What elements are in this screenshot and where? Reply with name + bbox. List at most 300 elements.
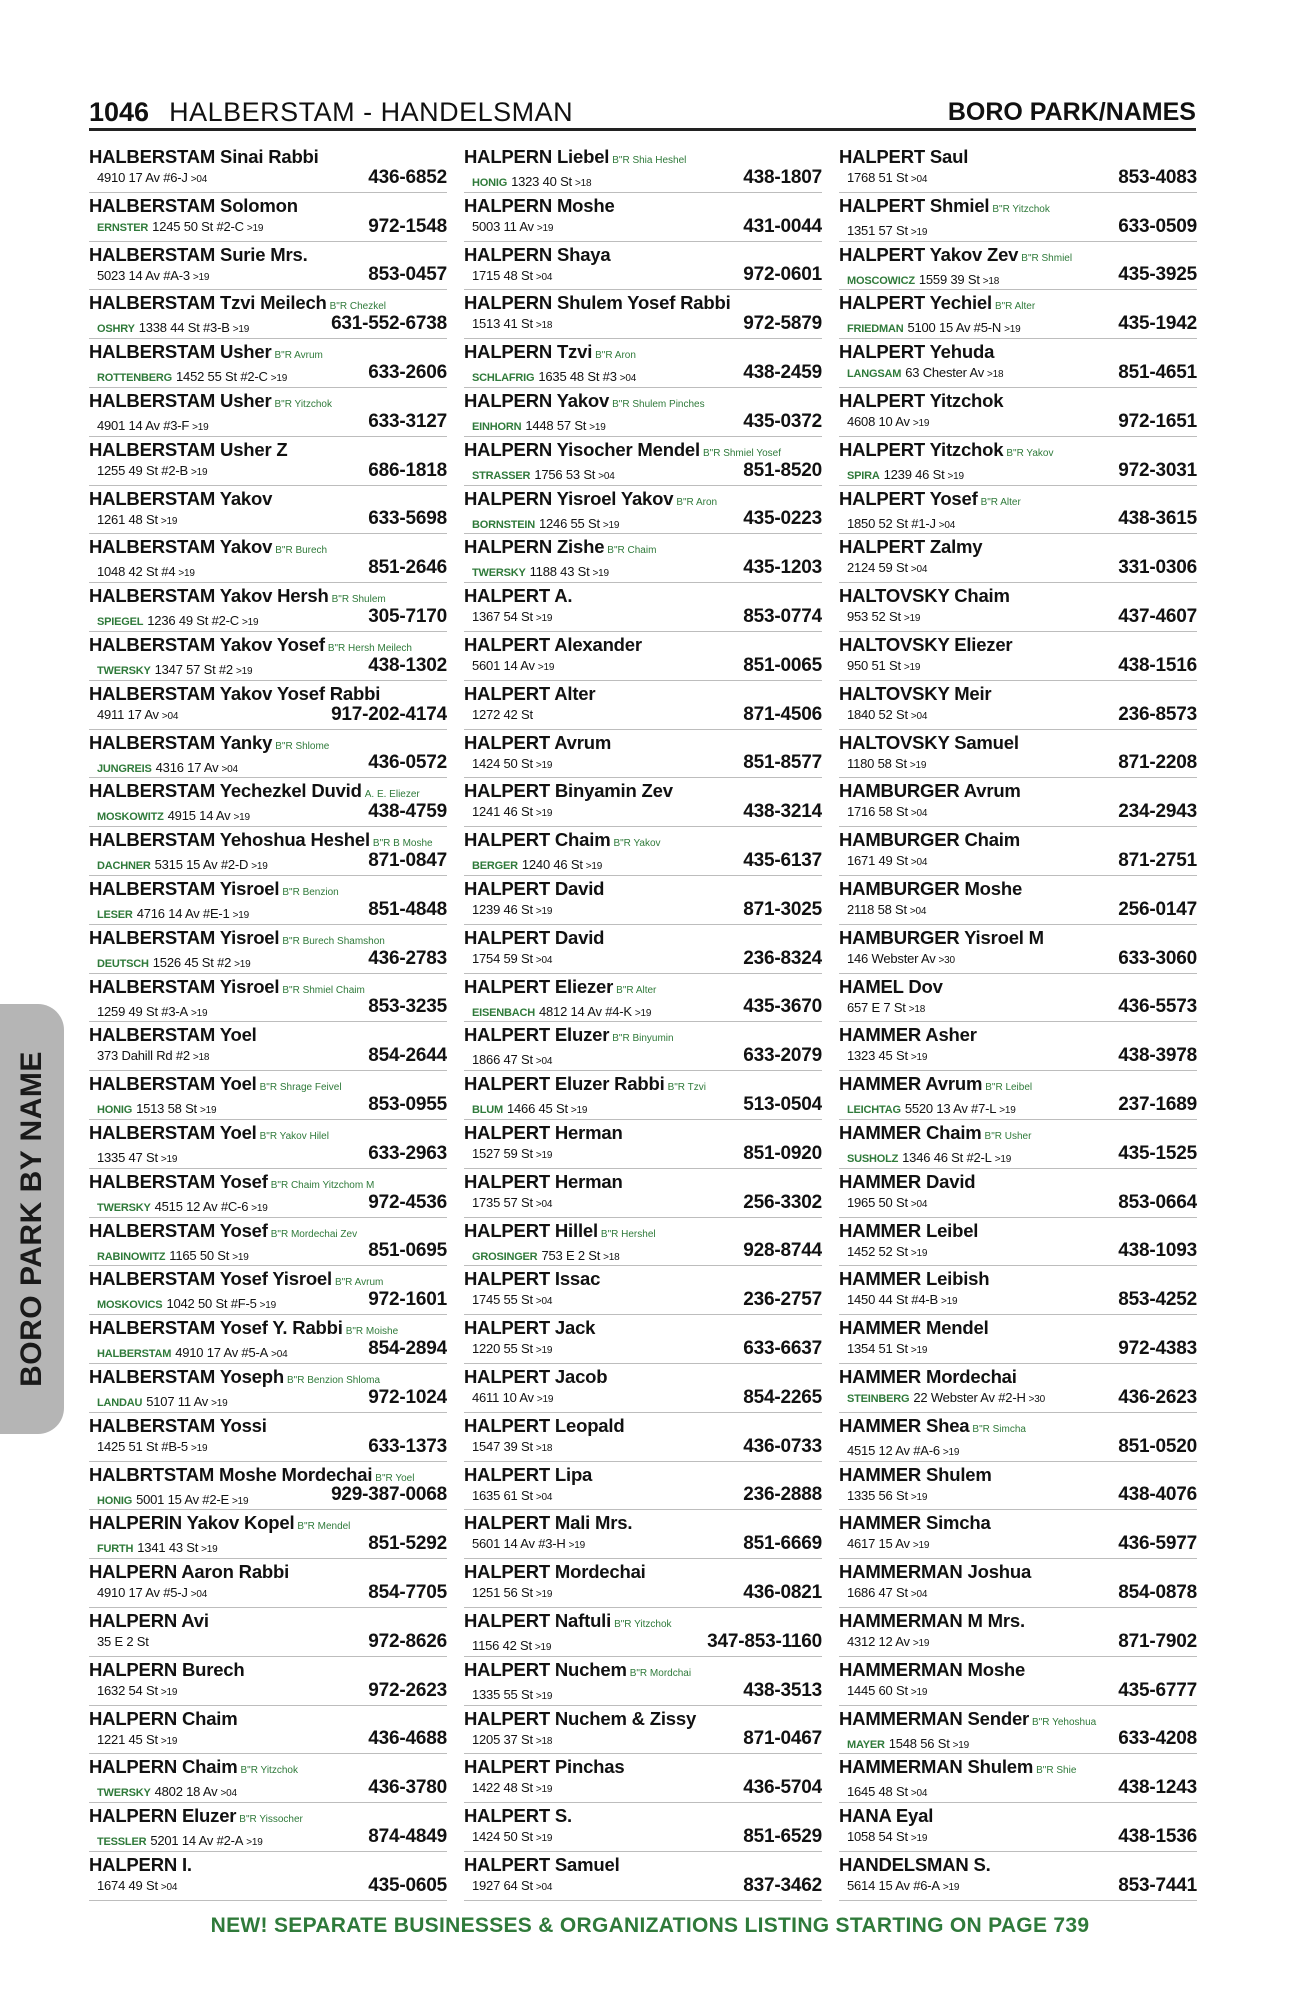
entry-name-line (89, 1852, 447, 1876)
listing-entry (89, 876, 447, 925)
entry-name-line (464, 1315, 822, 1339)
entry-phone: 236-8573 (1118, 703, 1197, 725)
entry-note: B"R Alter (994, 301, 1036, 313)
entry-note: B"R Yitzchok (240, 1765, 298, 1777)
listing-entry (839, 974, 1197, 1023)
listing-entry (839, 1510, 1197, 1559)
entry-name: HALPERT Avrum (464, 731, 612, 753)
entry-address: 35 E 2 St (97, 1633, 149, 1649)
entry-name: HANDELSMAN S. (839, 1853, 991, 1875)
listing-entry (839, 827, 1197, 876)
entry-name-line (464, 1413, 822, 1437)
entry-name: HALBERSTAM Yisroel (89, 975, 280, 997)
entry-address: 1754 59 St (472, 950, 533, 966)
entry-name: HALPERN Shaya (464, 243, 611, 265)
entry-phone: 347-853-1160 (707, 1630, 822, 1652)
listing-entry (464, 1218, 822, 1267)
entry-maiden-name: TESSLER (97, 1836, 147, 1849)
entry-address: 4312 12 Av (847, 1633, 910, 1649)
listing-entry (464, 632, 822, 681)
entry-note: B"R Yehoshua (1032, 1716, 1097, 1728)
listing-entry (839, 1754, 1197, 1803)
entry-address: 1452 55 St #2-C (176, 369, 268, 385)
entry-name-line (464, 1462, 822, 1486)
listing-column-3 (839, 144, 1197, 1901)
entry-name-line (839, 681, 1197, 705)
entry-name: HALPERT Yosef (839, 487, 978, 509)
entry-phone: 435-1203 (743, 557, 822, 579)
entry-name: HALPERT Zalmy (839, 536, 983, 558)
entry-zip-code: >19 (235, 665, 253, 677)
entry-name-line (89, 1022, 447, 1046)
entry-phone: 851-0520 (1118, 1435, 1197, 1457)
entry-maiden-name: MOSKOVICS (97, 1299, 163, 1312)
entry-name: HALBERSTAM Solomon (89, 194, 298, 216)
entry-name-line (839, 1559, 1197, 1583)
entry-phone: 437-4607 (1118, 605, 1197, 627)
entry-zip-code: >19 (535, 1784, 553, 1796)
listing-entry (89, 1218, 447, 1267)
name-range: HALBERSTAM - HANDELSMAN (169, 97, 574, 127)
listing-entry (839, 1803, 1197, 1852)
entry-name: HALPERT A. (464, 585, 573, 607)
listing-entry (464, 437, 822, 486)
entry-phone: 851-8520 (743, 459, 822, 481)
page-number: 1046 (89, 97, 150, 127)
entry-name: HALPERT Yechiel (839, 292, 992, 314)
entry-note: B"R Mordchai (629, 1667, 692, 1679)
entry-name: HALPERN Zishe (464, 536, 605, 558)
entry-phone: 633-3060 (1118, 947, 1197, 969)
entry-zip-code: >19 (942, 1881, 960, 1893)
entry-name: HAMMER Asher (839, 1024, 977, 1046)
entry-name: HAMMER Shea (839, 1414, 970, 1436)
listing-entry (839, 437, 1197, 486)
entry-note: B"R Shmiel (1021, 252, 1073, 264)
entry-phone: 431-0044 (743, 215, 822, 237)
entry-name-line (464, 1706, 822, 1730)
entry-name: HALBERSTAM Usher (89, 341, 272, 363)
listing-entry (464, 1413, 822, 1462)
listing-entry (464, 1657, 822, 1706)
entry-zip-code: >19 (190, 1442, 208, 1454)
entry-phone: 853-0955 (368, 1093, 447, 1115)
entry-address: 2124 59 St (847, 560, 908, 576)
entry-address: 1756 53 St (534, 466, 596, 482)
entry-maiden-name: EISENBACH (472, 1006, 535, 1019)
entry-phone: 513-0504 (743, 1093, 822, 1115)
entry-name-line (464, 242, 822, 266)
entry-phone: 435-0372 (743, 410, 822, 432)
entry-name-line (464, 1266, 822, 1290)
entry-name-line (89, 242, 447, 266)
entry-name: HALBERSTAM Yoel (89, 1073, 257, 1095)
entry-phone: 633-3127 (368, 410, 447, 432)
entry-zip-code: >19 (232, 909, 249, 921)
listing-entry (464, 778, 822, 827)
entry-note: B"R Leibel (985, 1082, 1033, 1094)
entry-address: 5614 15 Av #6-A (847, 1877, 940, 1893)
entry-phone: 436-5573 (1118, 996, 1197, 1018)
listing-entry (464, 1071, 822, 1120)
entry-phone: 438-1536 (1118, 1825, 1197, 1847)
entry-zip-code: >19 (232, 324, 250, 336)
entry-address: 5100 15 Av #5-N (907, 320, 1002, 336)
entry-name: HALBERSTAM Yossi (89, 1414, 267, 1436)
entry-address: 1346 46 St #2-L (902, 1149, 992, 1165)
entry-note: B"R Yissocher (239, 1814, 303, 1826)
listing-entry (464, 1315, 822, 1364)
entry-zip-code: >04 (938, 519, 956, 531)
entry-address: 1768 51 St (847, 170, 908, 185)
entry-zip-code: >19 (910, 226, 928, 238)
entry-name: HALBERSTAM Yoel (89, 1024, 257, 1046)
entry-name: HALBERSTAM Surie Mrs. (89, 243, 308, 265)
listing-entry (89, 1608, 447, 1657)
entry-maiden-name: SPIRA (847, 469, 880, 482)
entry-maiden-name: TWERSKY (472, 567, 526, 580)
entry-name-line (839, 534, 1197, 558)
entry-address: 1452 52 St (847, 1243, 908, 1259)
entry-name: HALPERT Pinchas (464, 1756, 625, 1778)
entry-address: 1335 55 St (472, 1686, 533, 1702)
entry-zip-code: >04 (160, 1881, 178, 1893)
entry-address: 5520 13 Av #7-L (904, 1101, 997, 1117)
entry-name-line (464, 1510, 822, 1534)
entry-address: 146 Webster Av (847, 950, 936, 966)
listing-entry (89, 1462, 447, 1511)
entry-phone: 436-0733 (743, 1435, 822, 1457)
entry-address: 1323 45 St (847, 1048, 908, 1064)
entry-name-line (89, 486, 447, 510)
entry-address: 5315 15 Av #2-D (154, 857, 249, 873)
listing-entry (464, 534, 822, 583)
listing-entry (839, 1364, 1197, 1413)
listing-entry (89, 242, 447, 291)
entry-address: 1236 49 St #2-C (147, 613, 239, 629)
entry-address: 1042 50 St #F-5 (166, 1296, 257, 1312)
entry-name: HALPERT Eliezer (464, 975, 614, 997)
entry-address: 1425 51 St #B-5 (97, 1438, 188, 1454)
entry-zip-code: >18 (603, 1251, 620, 1263)
listing-entry (464, 144, 822, 193)
entry-zip-code: >04 (535, 1296, 553, 1308)
entry-phone: 305-7170 (368, 605, 447, 627)
listing-entry (89, 144, 447, 193)
entry-maiden-name: HONIG (97, 1104, 133, 1117)
entry-address: 1341 43 St (137, 1540, 199, 1556)
section-title: BORO PARK/NAMES (947, 98, 1196, 126)
listing-entry (839, 144, 1197, 193)
listing-entry (839, 730, 1197, 779)
entry-address: 1686 47 St (847, 1585, 908, 1601)
entry-phone: 435-1942 (1118, 313, 1197, 335)
listing-entry (464, 1462, 822, 1511)
entry-zip-code: >30 (1028, 1393, 1046, 1405)
entry-note: B"R Shmiel Yosef (702, 447, 782, 459)
entry-maiden-name: RABINOWITZ (97, 1250, 166, 1263)
entry-phone: 633-6637 (743, 1337, 822, 1359)
entry-address: 1850 52 St #1-J (847, 515, 936, 531)
entry-zip-code: >19 (535, 759, 553, 771)
entry-note: B"R Shmiel Chaim (282, 984, 365, 996)
entry-address: 22 Webster Av #2-H (913, 1389, 1026, 1405)
entry-zip-code: >19 (910, 1247, 928, 1259)
listing-entry (839, 1022, 1197, 1071)
entry-address: 1513 58 St (136, 1101, 197, 1117)
entry-name: HAMMER Leibel (839, 1219, 979, 1241)
listing-entry (89, 632, 447, 681)
entry-address: 4611 10 Av (472, 1389, 534, 1405)
entry-note: B"R Avrum (334, 1277, 384, 1289)
entry-address: 950 51 St (847, 657, 901, 673)
entry-phone: 436-2623 (1118, 1386, 1197, 1408)
entry-address: 4910 17 Av #6-J (97, 170, 188, 185)
entry-zip-code: >19 (910, 1491, 928, 1503)
entry-maiden-name: EINHORN (472, 420, 522, 433)
entry-zip-code: >19 (233, 812, 250, 824)
entry-phone: 435-6777 (1118, 1679, 1197, 1701)
entry-zip-code: >30 (938, 954, 955, 966)
listing-entry (89, 1120, 447, 1169)
entry-note: A. E. Eliezer (364, 789, 420, 801)
entry-address: 4910 17 Av #5-J (97, 1585, 188, 1601)
entry-maiden-name: LANGSAM (847, 368, 902, 381)
entry-zip-code: >19 (634, 1007, 652, 1019)
entry-address: 373 Dahill Rd #2 (97, 1048, 190, 1064)
entry-phone: 436-2783 (368, 947, 447, 969)
entry-address: 657 E 7 St (847, 999, 906, 1015)
entry-phone: 256-3302 (743, 1191, 822, 1213)
entry-note: B"R Tzvi (667, 1082, 706, 1094)
entry-address: 1548 56 St (888, 1735, 950, 1751)
entry-name-line (464, 1169, 822, 1193)
entry-maiden-name: HONIG (472, 177, 508, 189)
listing-entry (464, 876, 822, 925)
entry-phone: 236-2888 (743, 1484, 822, 1506)
entry-address: 1424 50 St (472, 1829, 533, 1845)
entry-zip-code: >19 (241, 617, 259, 629)
entry-phone: 236-2757 (743, 1289, 822, 1311)
entry-address: 1354 51 St (847, 1341, 908, 1357)
entry-maiden-name: TWERSKY (97, 1201, 151, 1214)
entry-name: HALPERT Samuel (464, 1853, 620, 1875)
entry-phone: 851-6669 (743, 1533, 822, 1555)
entry-phone: 853-3235 (368, 996, 447, 1018)
entry-maiden-name: ERNSTER (97, 221, 149, 234)
entry-zip-code: >19 (231, 1495, 249, 1507)
entry-phone: 854-2894 (368, 1337, 447, 1359)
entry-name-line (839, 1169, 1197, 1193)
entry-phone: 928-8744 (743, 1240, 822, 1262)
entry-note: B"R Yitzchok (614, 1618, 672, 1630)
entry-phone: 435-0223 (743, 508, 822, 530)
entry-maiden-name: HONIG (97, 1494, 133, 1507)
entry-address: 1245 50 St #2-C (152, 218, 244, 234)
listing-entry (89, 486, 447, 535)
entry-zip-code: >18 (535, 1442, 553, 1454)
entry-phone: 851-4651 (1118, 361, 1197, 383)
entry-name-line (89, 193, 447, 217)
entry-address: 1048 42 St #4 (97, 564, 176, 580)
listing-entry (89, 925, 447, 974)
entry-note: B"R Chezkel (329, 301, 386, 313)
entry-name-line (839, 778, 1197, 802)
listing-entry (464, 1120, 822, 1169)
entry-phone: 871-2208 (1118, 752, 1197, 774)
entry-name: HALPERT David (464, 926, 605, 948)
entry-phone: 436-0572 (368, 752, 447, 774)
listing-entry (89, 290, 447, 339)
listing-entry (839, 339, 1197, 388)
entry-name: HALPERT Jack (464, 1317, 596, 1339)
entry-name-line (839, 1657, 1197, 1681)
entry-zip-code: >19 (910, 1052, 928, 1064)
entry-note: B"R Burech Shamshon (282, 935, 385, 947)
entry-name: HALPERN Moshe (464, 194, 615, 216)
entry-address: 1445 60 St (847, 1682, 908, 1698)
entry-name-line (839, 1315, 1197, 1339)
entry-phone: 851-5292 (368, 1533, 447, 1555)
entry-name: HAMMER Mordechai (839, 1365, 1017, 1387)
listing-entry (89, 534, 447, 583)
entry-name: HALPERT Herman (464, 1170, 623, 1192)
entry-address: 1241 46 St (472, 804, 533, 820)
entry-address: 4716 14 Av #E-1 (136, 905, 230, 921)
entry-address: 4910 17 Av #5-A (175, 1345, 269, 1361)
entry-note: B"R Shulem (331, 594, 386, 606)
entry-name: HALPERN Yisocher Mendel (464, 438, 700, 460)
entry-zip-code: >19 (160, 1735, 178, 1747)
entry-phone: 633-4208 (1118, 1728, 1197, 1750)
listing-entry (839, 1657, 1197, 1706)
entry-name: HAMMER Chaim (839, 1121, 982, 1143)
entry-note: B"R B Moshe (372, 838, 433, 850)
entry-address: 1261 48 St (97, 511, 158, 527)
entry-name: HALPERN Chaim (89, 1756, 238, 1778)
listing-entry (464, 1754, 822, 1803)
entry-zip-code: >19 (942, 1446, 960, 1458)
entry-name: HALBERSTAM Yosef (89, 1219, 268, 1241)
entry-address: 5001 15 Av #2-E (136, 1491, 229, 1507)
entry-address: 1239 46 St (883, 466, 945, 482)
entry-zip-code: >04 (535, 1056, 553, 1068)
entry-name: HALPERT Naftuli (464, 1609, 612, 1631)
entry-address: 1422 48 St (472, 1780, 533, 1796)
listing-entry (464, 583, 822, 632)
entry-name-line (839, 144, 1197, 168)
entry-name: HALTOVSKY Meir (839, 682, 992, 704)
entry-zip-code: >19 (535, 613, 553, 625)
entry-note: B"R Shulem Pinches (612, 398, 705, 410)
entry-name-line (839, 583, 1197, 607)
entry-zip-code: >19 (251, 1202, 268, 1214)
entry-note: B"R Benzion Shloma (286, 1374, 381, 1386)
entry-phone: 853-0457 (368, 264, 447, 286)
entry-zip-code: >19 (912, 1637, 930, 1649)
entry-zip-code: >04 (535, 1491, 553, 1503)
entry-name: HALBERSTAM Usher (89, 389, 272, 411)
listing-entry (839, 193, 1197, 242)
entry-zip-code: >04 (910, 1788, 928, 1800)
entry-note: B"R Usher (984, 1130, 1032, 1142)
entry-name: HALPERT Nuchem & Zissy (464, 1707, 697, 1729)
entry-phone: 851-4848 (368, 898, 447, 920)
entry-phone: 435-1525 (1118, 1142, 1197, 1164)
entry-name: HAMBURGER Chaim (839, 829, 1020, 851)
entry-name-line (839, 632, 1197, 656)
entry-address: 1866 47 St (472, 1052, 533, 1068)
entry-phone: 972-2623 (368, 1679, 447, 1701)
entry-phone: 438-1516 (1118, 654, 1197, 676)
listing-entry (839, 486, 1197, 535)
listing-entry (464, 1706, 822, 1755)
entry-name: HAMBURGER Moshe (839, 877, 1023, 899)
entry-name: HALBERSTAM Yakov (89, 536, 273, 558)
listing-entry (464, 1852, 822, 1901)
entry-note: B"R Simcha (972, 1423, 1026, 1435)
listing-entry (839, 1706, 1197, 1755)
entry-name-line (89, 681, 447, 705)
entry-phone: 438-3214 (743, 801, 822, 823)
entry-phone: 436-3780 (368, 1777, 447, 1799)
entry-phone: 972-3031 (1118, 459, 1197, 481)
listing-entry (464, 290, 822, 339)
entry-address: 4901 14 Av #3-F (97, 417, 190, 433)
entry-name: HALBRTSTAM Moshe Mordechai (89, 1463, 373, 1485)
entry-name-line (464, 925, 822, 949)
entry-name: HALBERSTAM Yakov (89, 487, 273, 509)
listing-entry (464, 1169, 822, 1218)
entry-name: HALPERT Mordechai (464, 1561, 646, 1583)
listing-entry (839, 388, 1197, 437)
entry-maiden-name: JUNGREIS (97, 762, 152, 775)
listing-column-2 (464, 144, 822, 1901)
entry-phone: 631-552-6738 (331, 313, 447, 335)
entry-note: B"R Mordechai Zev (270, 1228, 358, 1240)
entry-name: HALPERT Alexander (464, 633, 642, 655)
entry-address: 63 Chester Av (905, 365, 985, 381)
entry-zip-code: >04 (619, 373, 637, 385)
entry-name: HAMMER Shulem (839, 1463, 992, 1485)
entry-zip-code: >19 (192, 271, 210, 283)
entry-address: 1448 57 St (525, 417, 587, 433)
listing-entry (839, 632, 1197, 681)
entry-phone: 854-2265 (743, 1386, 822, 1408)
entry-phone: 633-2079 (743, 1045, 822, 1067)
listing-entry (89, 681, 447, 730)
entry-address: 5601 14 Av (472, 657, 535, 673)
entry-name: HAMBURGER Yisroel M (839, 926, 1044, 948)
entry-maiden-name: DACHNER (97, 860, 151, 873)
side-tab-label: BORO PARK BY NAME (15, 1051, 48, 1387)
listing-entry (89, 1413, 447, 1462)
entry-zip-code: >19 (592, 568, 609, 580)
entry-phone: 438-3615 (1118, 508, 1197, 530)
entry-name-line (89, 144, 447, 168)
entry-name: HALBERSTAM Yakov Yosef Rabbi (89, 682, 381, 704)
entry-name: HALPERN Burech (89, 1658, 245, 1680)
entry-note: B"R Yitzchok (992, 203, 1050, 215)
entry-name-line (464, 1803, 822, 1827)
entry-zip-code: >04 (598, 470, 615, 482)
entry-note: B"R Shie (1036, 1765, 1077, 1777)
listing-entry (839, 681, 1197, 730)
entry-phone: 438-1807 (743, 166, 822, 188)
listing-entry (89, 1706, 447, 1755)
entry-name-line (839, 388, 1197, 412)
entry-maiden-name: TWERSKY (97, 664, 151, 677)
